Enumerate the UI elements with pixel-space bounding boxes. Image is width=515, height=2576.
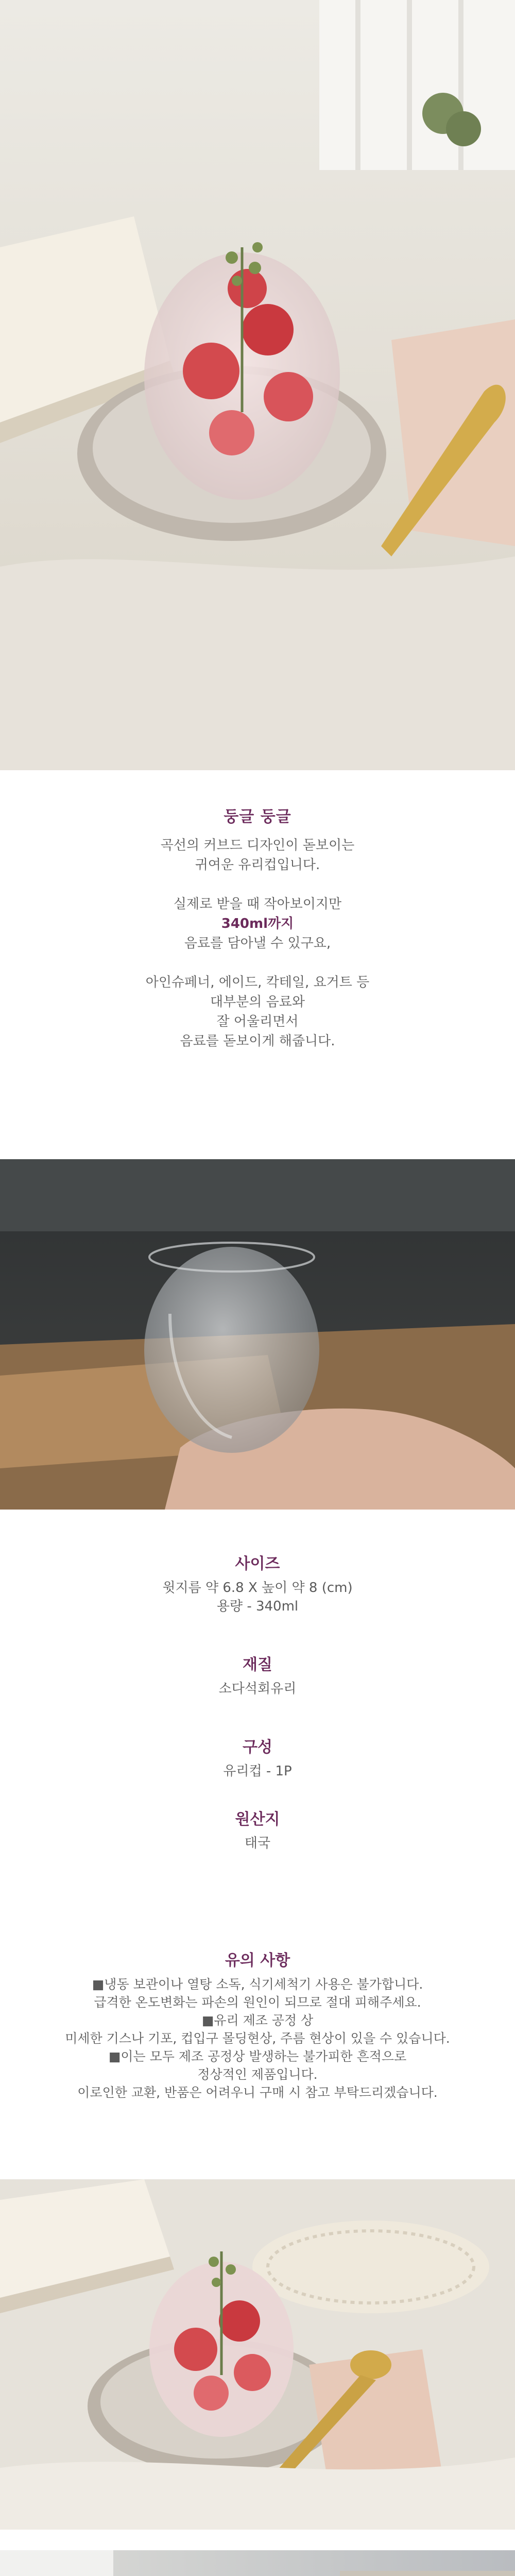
intro-line: 대부분의 음료와 [210, 994, 305, 1010]
intro-line: 실제로 받을 때 작아보이지만 [173, 896, 342, 912]
notice-line: ■유리 제조 공정 상 [201, 2013, 314, 2028]
notice-section [0, 1947, 515, 2102]
intro-line: 귀여운 유리컵입니다. [195, 857, 320, 873]
intro-line: 잘 어울리면서 [216, 1014, 299, 1029]
capacity-highlight: 340ml까지 [221, 916, 294, 931]
intro-line: 곡선의 커브드 디자인이 돋보이는 [160, 838, 355, 853]
composition-value: 유리컵 - 1P [223, 1764, 292, 1779]
material-label: 재질 [243, 1656, 272, 1674]
composition-label: 구성 [243, 1738, 272, 1756]
notice-line: 미세한 기스나 기포, 컵입구 몰딩현상, 주름 현상이 있을 수 있습니다. [65, 2031, 450, 2046]
notice-line: 급격한 온도변화는 파손의 원인이 되므로 절대 피해주세요. [94, 1995, 421, 2010]
notice-label: 유의 사항 [225, 1952, 290, 1970]
notice-line: 정상적인 제품입니다. [197, 2067, 318, 2082]
product-photo-einspanner-pour [0, 2550, 515, 2576]
material-value: 소다석회유리 [218, 1681, 297, 1697]
intro-line: 음료를 담아낼 수 있구요, [184, 936, 331, 951]
intro-section [0, 804, 515, 1051]
capacity-value: 용량 - 340ml [216, 1599, 299, 1614]
origin-value: 태국 [244, 1836, 271, 1851]
notice-line: 이로인한 교환, 반품은 어려우니 구매 시 참고 부탁드리겠습니다. [77, 2085, 438, 2100]
intro-line [0, 875, 515, 894]
product-photo-strawberry-drink-book [0, 2179, 515, 2530]
intro-line [0, 953, 515, 973]
intro-line: 음료를 돋보이게 해줍니다. [180, 1033, 335, 1049]
size-label: 사이즈 [235, 1555, 280, 1573]
product-photo-strawberry-drink [0, 0, 515, 770]
specs-section [0, 1551, 515, 1853]
size-value: 윗지름 약 6.8 X 높이 약 8 (cm) [162, 1580, 353, 1596]
intro-line: 아인슈페너, 에이드, 칵테일, 요거트 등 [145, 975, 370, 990]
notice-line: ■이는 모두 제조 공정상 발생하는 불가피한 흔적으로 [108, 2049, 407, 2064]
intro-title: 둥글 둥글 [224, 808, 291, 826]
origin-label: 원산지 [235, 1810, 280, 1828]
notice-line: ■냉동 보관이나 열탕 소독, 식기세척기 사용은 불가합니다. [92, 1977, 423, 1992]
product-photo-glass-in-hand [0, 1159, 515, 1510]
